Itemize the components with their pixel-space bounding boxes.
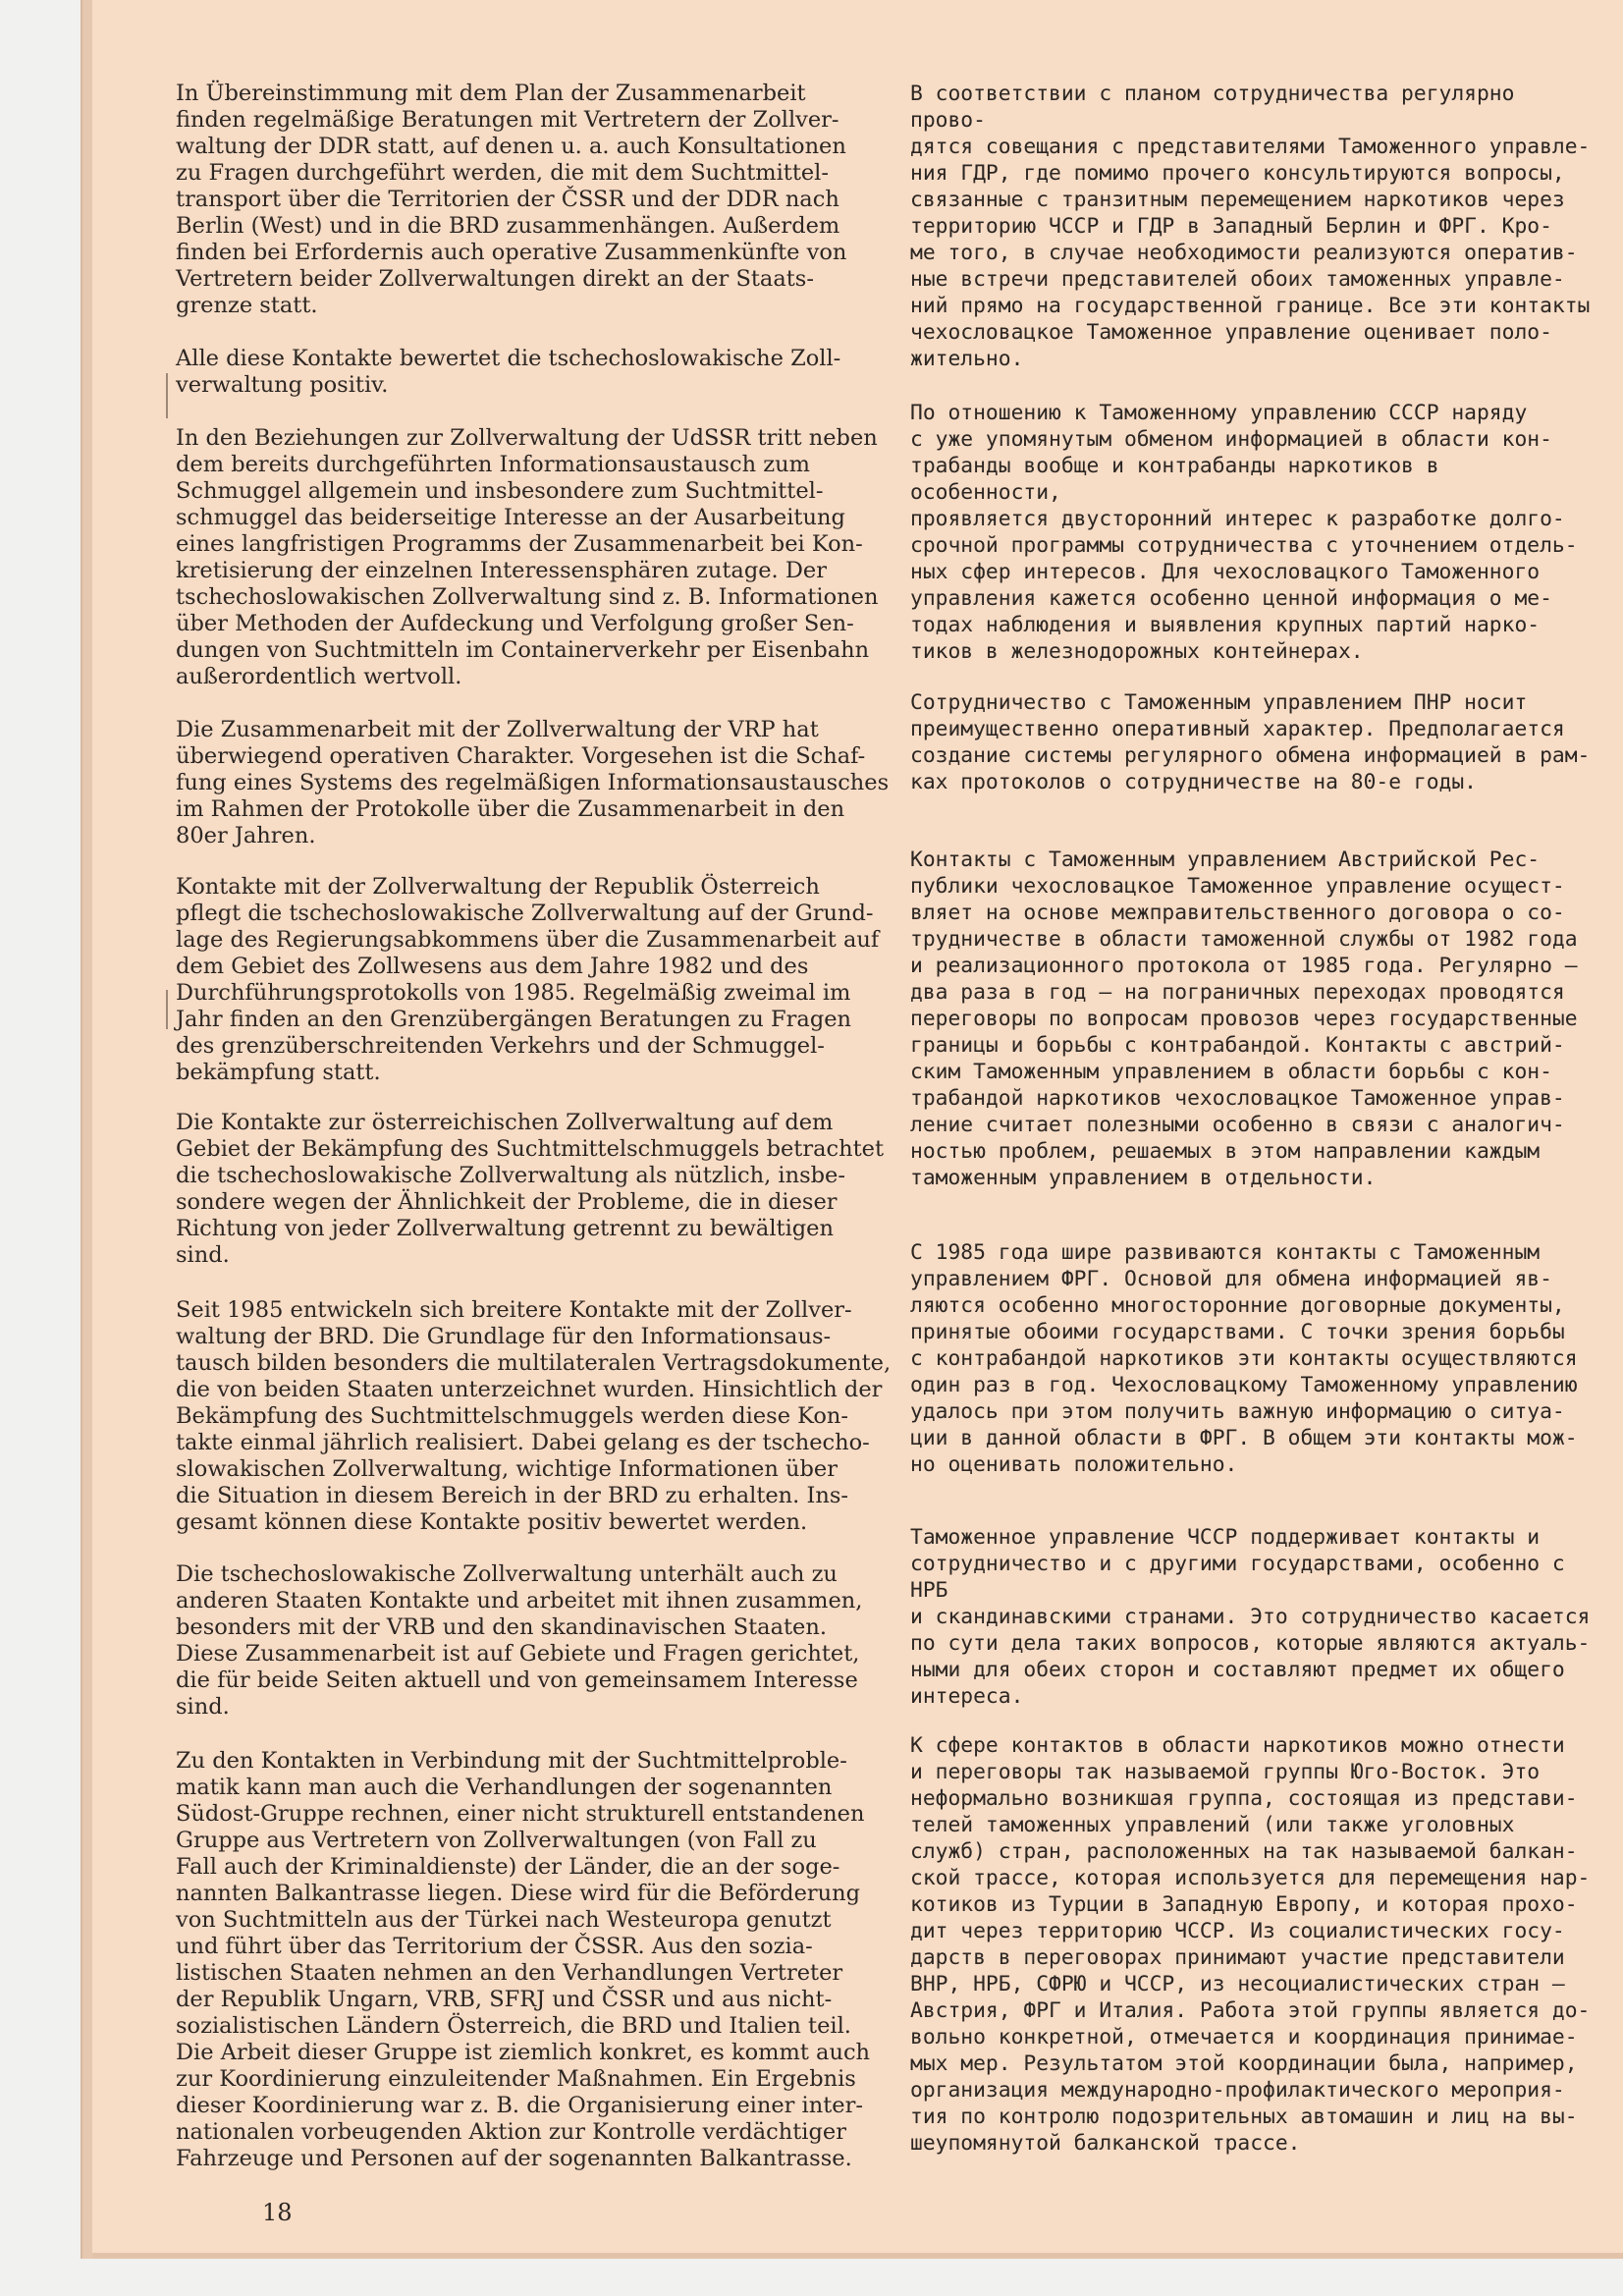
paragraph: Die Kontakte zur österreichischen Zollverwaltung auf dem Gebiet der Bekämpfung des Suchtmittelschmuggels betrachtet die tschechoslowakische Zollverwaltung als nützlich, insbe- sondere wegen der Ähnlichkeit der Probleme, die in dieser Richtung von jeder Zollverwaltung getrennt zu bewältigen sind. [176,1110,885,1268]
paragraph: In den Beziehungen zur Zollverwaltung der UdSSR tritt neben dem bereits durchgeführten Informationsaustausch zum Schmuggel allgemein und insbesondere zum Suchtmittel- schmuggel das beiderseitige Interesse an der Ausarbeitung eines langfristigen Programms der Zusammenarbeit bei Kon- kretisierung der einzelnen Interessensphären zutage. Der tschechoslowakischen Zollverwaltung sind z. B. Informationen über Methoden der Aufdeckung und Verfolgung großer Sen- dungen von Suchtmitteln im Containerverkehr per Eisenbahn außerordentlich wertvoll. [176,425,879,689]
document-page [81,0,1623,2259]
paragraph: В соответствии с планом сотрудничества регулярно прово- дятся совещания с представителями Таможенного управле- ния ГДР, где помимо прочего консультируются вопросы, связанные с транзитным перемещением наркотиков через территорию ЧССР и ГДР в Западный Берлин и ФРГ. Кро- ме того, в случае необходимости реализуются оператив- ные встречи представителей обоих таможенных управле- ний прямо на государственной границе. Все эти контакты чехословацкое Таможенное управление оценивает поло- жительно. [910,82,1591,371]
page-number: 18 [262,2199,293,2226]
paragraph: Seit 1985 entwickeln sich breitere Kontakte mit der Zollver- waltung der BRD. Die Grundlage für den Informationsaus- tausch bilden besonders die multilateralen Vertragsdokumente, die von beiden Staaten unterzeichnet wurden. Hinsichtlich der Bekämpfung des Suchtmittelschmuggels werden diese Kon- takte einmal jährlich realisiert. Dabei gelang es der tschecho- slowakischen Zollverwaltung, wichtige Informationen über die Situation in diesem Bereich in der BRD zu erhalten. Ins- gesamt können diese Kontakte positiv bewertet werden. [176,1297,892,1535]
paragraph: Alle diese Kontakte bewertet die tschechoslowakische Zoll- verwaltung positiv. [176,346,841,398]
paragraph: Контакты с Таможенным управлением Австрийской Рес- публики чехословацкое Таможенное управление осущест- вляет на основе межправительственного договора о со- трудничестве в области таможенной службы от 1982 года и реализационного протокола от 1985 года. Регулярно — два раза в год — на пограничных переходах проводятся переговоры по вопросам провозов через государственные границы и борьбы с контрабандой. Контакты с австрий- ским Таможенным управлением в области борьбы с кон- трабандой наркотиков чехословацкое Таможенное управ- ление считает полезными особенно в связи с аналогич- ностью проблем, решаемых в этом направлении каждым таможенным управлением в отдельности. [910,847,1578,1190]
paragraph: Die tschechoslowakische Zollverwaltung unterhält auch zu anderen Staaten Kontakte und arbeitet mit ihnen zusammen, besonders mit der VRB und den skandinavischen Staaten. Diese Zusammenarbeit ist auf Gebiete und Fragen gerichtet, die für beide Seiten aktuell und von gemeinsamem Interesse sind. [176,1561,863,1720]
margin-mark [166,373,168,418]
paragraph: Kontakte mit der Zollverwaltung der Republik Österreich pflegt die tschechoslowakische Zollverwaltung auf der Grund- lage des Regierungsabkommens über die Zusammenarbeit auf dem Gebiet des Zollwesens aus dem Jahre 1982 und des Durchführungsprotokolls von 1985. Regelmäßig zweimal im Jahr finden an den Grenzübergängen Beratungen zu Fragen des grenzüberschreitenden Verkehrs und der Schmuggel- bekämpfung statt. [176,874,880,1085]
paragraph: In Übereinstimmung mit dem Plan der Zusammenarbeit finden regelmäßige Beratungen mit Vertretern der Zollver- waltung der DDR statt, auf denen u. a. auch Konsultationen zu Fragen durchgeführt werden, die mit dem Suchtmittel- transport über die Territorien der ČSSR und der DDR nach Berlin (West) und in die BRD zusammenhängen. Außerdem finden bei Erfordernis auch operative Zusammenkünfte von Vertretern beider Zollverwaltungen direkt an der Staats- grenze statt. [176,81,847,318]
margin-mark [166,990,168,1029]
paragraph: К сфере контактов в области наркотиков можно отнести и переговоры так называемой группы Юго-Восток. Это неформально возникшая группа, состоящая из представи- телей таможенных управлений (или также уголовных служб) стран, расположенных на так называемой балкан- ской трассе, которая используется для перемещения нар- котиков из Турции в Западную Европу, и которая прохо- дит через территорию ЧССР. Из социалистических госу- дарств в переговорах принимают участие представители ВНР, НРБ, СФРЮ и ЧССР, из несоциалистических стран — Австрия, ФРГ и Италия. Работа этой группы является до- вольно конкретной, отмечается и координация принимае- мых мер. Результатом этой координации была, например, организация международно-профилактического мероприя- тия по контролю подозрительных автомашин и лиц на вы- шеупомянутой балканской трассе. [910,1733,1591,2156]
paragraph: Zu den Kontakten in Verbindung mit der Suchtmittelproble- matik kann man auch die Verhandlungen der sogenannten Südost-Gruppe rechnen, einer nicht strukturell entstandenen Gruppe aus Vertretern von Zollverwaltungen (von Fall zu Fall auch der Kriminaldienste) der Länder, die an der soge- nannten Balkantrasse liegen. Diese wird für die Beförderung von Suchtmitteln aus der Türkei nach Westeuropa genutzt und führt über das Territorium der ČSSR. Aus den sozia- listischen Staaten nehmen an den Verhandlungen Vertreter der Republik Ungarn, VRB, SFRJ und ČSSR und aus nicht- sozialistischen Ländern Österreich, die BRD und Italien teil. Die Arbeit dieser Gruppe ist ziemlich konkret, es kommt auch zur Koordinierung einzuleitender Maßnahmen. Ein Ergebnis dieser Koordinierung war z. B. die Organisierung einer inter- nationalen vorbeugenden Aktion zur Kontrolle verdächtiger Fahrzeuge und Personen auf der sogenannten Balkantrasse. [176,1748,871,2171]
paragraph: Die Zusammenarbeit mit der Zollverwaltung der VRP hat überwiegend operativen Charakter. Vorgesehen ist die Schaf- fung eines Systems des regelmäßigen Informationsaustausches im Rahmen der Protokolle über die Zusammenarbeit in den 80er Jahren. [176,717,890,848]
paragraph: С 1985 года шире развиваются контакты с Таможенным управлением ФРГ. Основой для обмена информацией яв- ляются особенно многосторонние договорные документы, принятые обоими государствами. С точки зрения борьбы с контрабандой наркотиков эти контакты осуществляются один раз в год. Чехословацкому Таможенному управлению удалось при этом получить важную информацию о ситуа- ции в данной области в ФРГ. В общем эти контакты мож- но оценивать положительно. [910,1240,1578,1477]
paragraph: Сотрудничество с Таможенным управлением ПНР носит преимущественно оперативный характер. Предполагается создание системы регулярного обмена информацией в рам- ках протоколов о сотрудничестве на 80-е годы. [910,690,1591,794]
paragraph: По отношению к Таможенному управлению СССР наряду с уже упомянутым обменом информацией в области кон- трабанды вообще и контрабанды наркотиков в особенности, проявляется двусторонний интерес к разработке долго- срочной программы сотрудничества с уточнением отдель- ных сфер интересов. Для чехословацкого Таможенного управления кажется особенно ценной информация о ме- тодах наблюдения и выявления крупных партий нарко- тиков в железнодорожных контейнерах. [910,401,1578,664]
paragraph: Таможенное управление ЧССР поддерживает контакты и сотрудничество и с другими государствами, особенно с НРБ и скандинавскими странами. Это сотрудничество касается по сути дела таких вопросов, которые являются актуаль- ными для обеих сторон и составляют предмет их общего интереса. [910,1525,1591,1709]
